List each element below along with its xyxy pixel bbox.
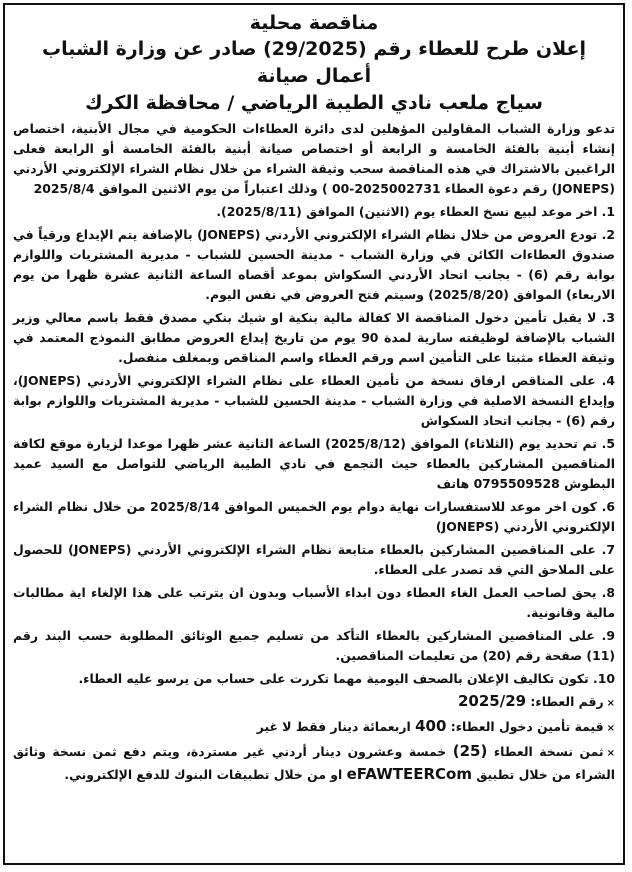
condition-item-7 xyxy=(13,540,615,580)
item-text: لا يقبل تأمين دخول المناقصة الا كفالة مالية بنكية او شيك بنكي مصدق فقط باسم معالي وزير الشباب بالإضافة لوظيفته سارية لمدة 90 يوم من تاريخ إيداع العروض مطابق النموذج المعتمد في وثيقة العطاء مثبتا على التأمين اسم ورقم العطاء واسم المناقص وبمغلف منفصل. xyxy=(13,310,615,365)
guarantee-note xyxy=(13,716,615,739)
item-number: 7. xyxy=(601,542,615,557)
item-text: على المناقصين المشاركين بالعطاء متابعة نظام الشراء الإلكتروني الأردني (JONEPS) للحصول على الملاحق التي قد تصدر على العطاء. xyxy=(13,542,615,577)
item-text: على المناقصين المشاركين بالعطاء التأكد من تسليم جميع الوثائق المطلوبة حسب البند رقم (11) صفحة رقم (20) من تعليمات المناقصين. xyxy=(13,628,615,663)
item-number: 9. xyxy=(601,628,615,643)
condition-item-3 xyxy=(13,308,615,368)
tender-number-label: رقم العطاء: xyxy=(530,694,604,709)
condition-item-9 xyxy=(13,626,615,666)
announcement-header xyxy=(13,10,615,117)
bullet-mark: × xyxy=(606,748,615,759)
item-number: 1. xyxy=(601,204,615,219)
price-text-1: ثمن نسخة العطاء xyxy=(493,744,604,759)
item-number: 8. xyxy=(601,585,615,600)
item-number: 4. xyxy=(601,373,615,388)
price-text-3: او من خلال تطبيقات البنوك للدفع الإلكتروني. xyxy=(64,767,343,782)
price-note xyxy=(13,741,615,785)
item-number: 3. xyxy=(601,310,615,325)
condition-item-1 xyxy=(13,202,615,222)
condition-item-8 xyxy=(13,583,615,623)
tender-announcement xyxy=(3,3,625,865)
condition-item-6 xyxy=(13,497,615,537)
payment-app-name: eFAWTEERCom xyxy=(346,765,472,783)
condition-item-10 xyxy=(13,669,615,689)
item-text: تودع العروض من خلال نظام الشراء الإلكتروني الأردني (JONEPS) بالإضافة يتم الإيداع ورقياً في صندوق العطاءات الكائن في وزارة الشباب - مدينة الحسين للشباب - مديرية المشتريات واللوازم بوابة رقم (6) - بجانب اتحاد الأردني السكواش بموعد أقصاه الساعة الثانية عشرة ظهرا من يوم الاربعاء) الموافق (2025/8/20) وسيتم فتح العروض في نفس اليوم. xyxy=(13,227,615,302)
condition-item-5 xyxy=(13,434,615,494)
item-text: كون اخر موعد للاستفسارات نهاية دوام يوم الخميس الموافق 2025/8/14 من خلال نظام الشراء الإلكتروني الأردني (JONEPS) xyxy=(13,499,615,534)
price-value: (25) xyxy=(452,742,488,760)
bullet-mark: × xyxy=(606,698,615,709)
guarantee-label: قيمة تأمين دخول العطاء: xyxy=(450,719,604,734)
announcement-subtitle-line-2: سياج ملعب نادي الطيبة الرياضي / محافظة الكرك xyxy=(85,92,543,114)
guarantee-value: 400 xyxy=(415,717,447,735)
tender-number-value: 2025/29 xyxy=(457,692,527,710)
item-number: 6. xyxy=(601,499,616,514)
bullet-mark: × xyxy=(606,723,615,734)
price-text-2: خمسة وعشرون دينار أردني غير مستردة، ويتم دفع ثمن نسخة وثائق الشراء من خلال تطبيق xyxy=(13,744,615,782)
item-number: 2. xyxy=(601,227,615,242)
item-text: تكون تكاليف الإعلان بالصحف اليومية مهما تكررت على حساب من يرسو عليه العطاء. xyxy=(78,671,589,686)
item-number: 5. xyxy=(601,436,615,451)
intro-paragraph: تدعو وزارة الشباب المقاولين المؤهلين لدى دائرة العطاءات الحكومية في مجال الأبنية، اختصاص إنشاء أبنية بالفئة الخامسة و الرابعة أو اختصاص صيانة أبنية بالفئة الخامسة أو الرابعة فعلى الراغبين بالاشتراك في هذه المناقصة سحب وثيقة الشراء من خلال نظام الشراء الإلكتروني الأردني (JONEPS) رقم دعوة العطاء 2025002731-00 ) وذلك اعتباراً من يوم الاثنين الموافق 2025/8/4 xyxy=(13,121,615,196)
condition-item-2 xyxy=(13,225,615,305)
item-text: يحق لصاحب العمل الغاء العطاء دون ابداء الأسباب وبدون ان يترتب على هذا الإلغاء اية مطالبات مالية وقانونية. xyxy=(13,585,615,620)
item-text: على المناقص ارفاق نسخة من تأمين العطاء على نظام الشراء الإلكتروني الأردني (JONEPS)، وإيداع النسخة الاصلية في وزارة الشباب - مدينة الحسين للشباب - مديرية المشتريات واللوازم بوابة رقم (6) - بجانب اتحاد السكواش xyxy=(13,373,615,428)
tender-number-note xyxy=(13,691,615,714)
announcement-title: مناقصة محلية xyxy=(249,12,379,34)
announcement-subtitle-line-1: إعلان طرح للعطاء رقم (29/2025) صادر عن وزارة الشباب أعمال صيانة xyxy=(42,38,586,87)
item-text: تم تحديد يوم (الثلاثاء) الموافق (2025/8/12) الساعة الثانية عشر ظهرا موعدا لزيارة موقع لكافة المناقصين المشاركين بالعطاء حيث التجمع في نادي الطيبة الرياضي للتواصل مع السيد عميد البطوش 0795509528 هاتف xyxy=(13,436,615,491)
item-number: 10. xyxy=(593,671,615,686)
guarantee-text: اربعمائة دينار فقط لا غير xyxy=(256,719,411,734)
condition-item-4 xyxy=(13,371,615,431)
item-text: اخر موعد لبيع نسخ العطاء يوم (الاثنين) الموافق (2025/8/11). xyxy=(216,204,598,219)
